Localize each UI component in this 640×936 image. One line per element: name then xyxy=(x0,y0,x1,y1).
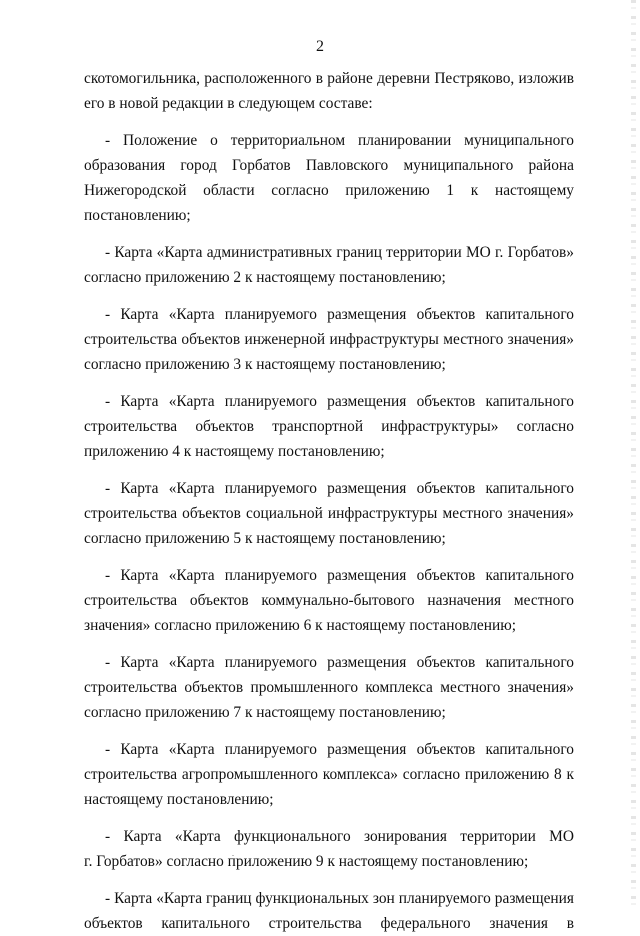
text-line: образования город Горбатов Павловского муниципального района xyxy=(84,157,574,174)
text-line: - Карта «Карта планируемого размещения объектов капитального xyxy=(105,393,574,410)
text-line: настоящему постановлению; xyxy=(84,791,274,808)
list-item-map-zoning xyxy=(84,824,574,874)
list-item-map-engineering xyxy=(84,302,574,377)
text-line: строительства объектов инженерной инфраструктуры местного значения» xyxy=(84,331,574,348)
text-line: строительства объектов социальной инфраструктуры местного значения» xyxy=(84,505,574,522)
text-line: постановлению; xyxy=(84,207,191,224)
list-item-map-admin-borders xyxy=(84,240,574,290)
scan-speck xyxy=(232,855,234,856)
text-line: согласно приложению 3 к настоящему постановлению; xyxy=(84,356,446,373)
scan-edge-artifact xyxy=(631,0,636,905)
text-line: строительства объектов транспортной инфраструктуры» согласно xyxy=(84,418,574,435)
text-line: Нижегородской области согласно приложению 1 к настоящему xyxy=(84,182,574,199)
text-line: приложению 4 к настоящему постановлению; xyxy=(84,443,385,460)
text-line: согласно приложению 7 к настоящему постановлению; xyxy=(84,704,446,721)
text-line: - Карта «Карта планируемого размещения объектов капитального xyxy=(105,567,574,584)
text-line: - Карта «Карта административных границ территории МО г. Горбатов» xyxy=(105,244,574,261)
text-line: его в новой редакции в следующем составе: xyxy=(84,95,373,112)
text-line: значения» согласно приложению 6 к настоящему постановлению; xyxy=(84,617,516,634)
text-line: строительства агропромышленного комплекса» согласно приложению 8 к xyxy=(84,766,574,783)
list-item-map-agro xyxy=(84,737,574,812)
text-line: - Карта «Карта планируемого размещения объектов капитального xyxy=(105,480,574,497)
text-line: согласно приложению 5 к настоящему постановлению; xyxy=(84,530,446,547)
list-item-map-communal xyxy=(84,563,574,638)
text-line: строительства объектов коммунально-бытового назначения местного xyxy=(84,592,574,609)
document-body xyxy=(84,66,574,936)
list-item-map-transport xyxy=(84,389,574,464)
text-line: - Положение о территориальном планировании муниципального xyxy=(105,132,574,149)
text-line: объектов капитального строительства федерального значения в xyxy=(84,915,574,932)
text-line: - Карта «Карта планируемого размещения объектов капитального xyxy=(105,741,574,758)
text-line: строительства объектов промышленного комплекса местного значения» xyxy=(84,679,574,696)
page-number: 2 xyxy=(316,38,324,55)
text-line: согласно приложению 2 к настоящему постановлению; xyxy=(84,269,446,286)
text-line: - Карта «Карта функционального зонирования территории МО xyxy=(105,828,574,845)
list-item-map-zone-borders xyxy=(84,886,574,936)
list-item-map-social xyxy=(84,476,574,551)
text-line: - Карта «Карта границ функциональных зон планируемого размещения xyxy=(105,890,574,907)
text-line: скотомогильника, расположенного в районе деревни Пестряково, изложив xyxy=(84,70,574,87)
paragraph-continuation xyxy=(84,66,574,116)
list-item-map-industrial xyxy=(84,650,574,725)
text-line: - Карта «Карта планируемого размещения объектов капитального xyxy=(105,654,574,671)
list-item-planning-regulation xyxy=(84,128,574,228)
text-line: - Карта «Карта планируемого размещения объектов капитального xyxy=(105,306,574,323)
text-line: г. Горбатов» согласно приложению 9 к настоящему постановлению; xyxy=(84,853,529,870)
